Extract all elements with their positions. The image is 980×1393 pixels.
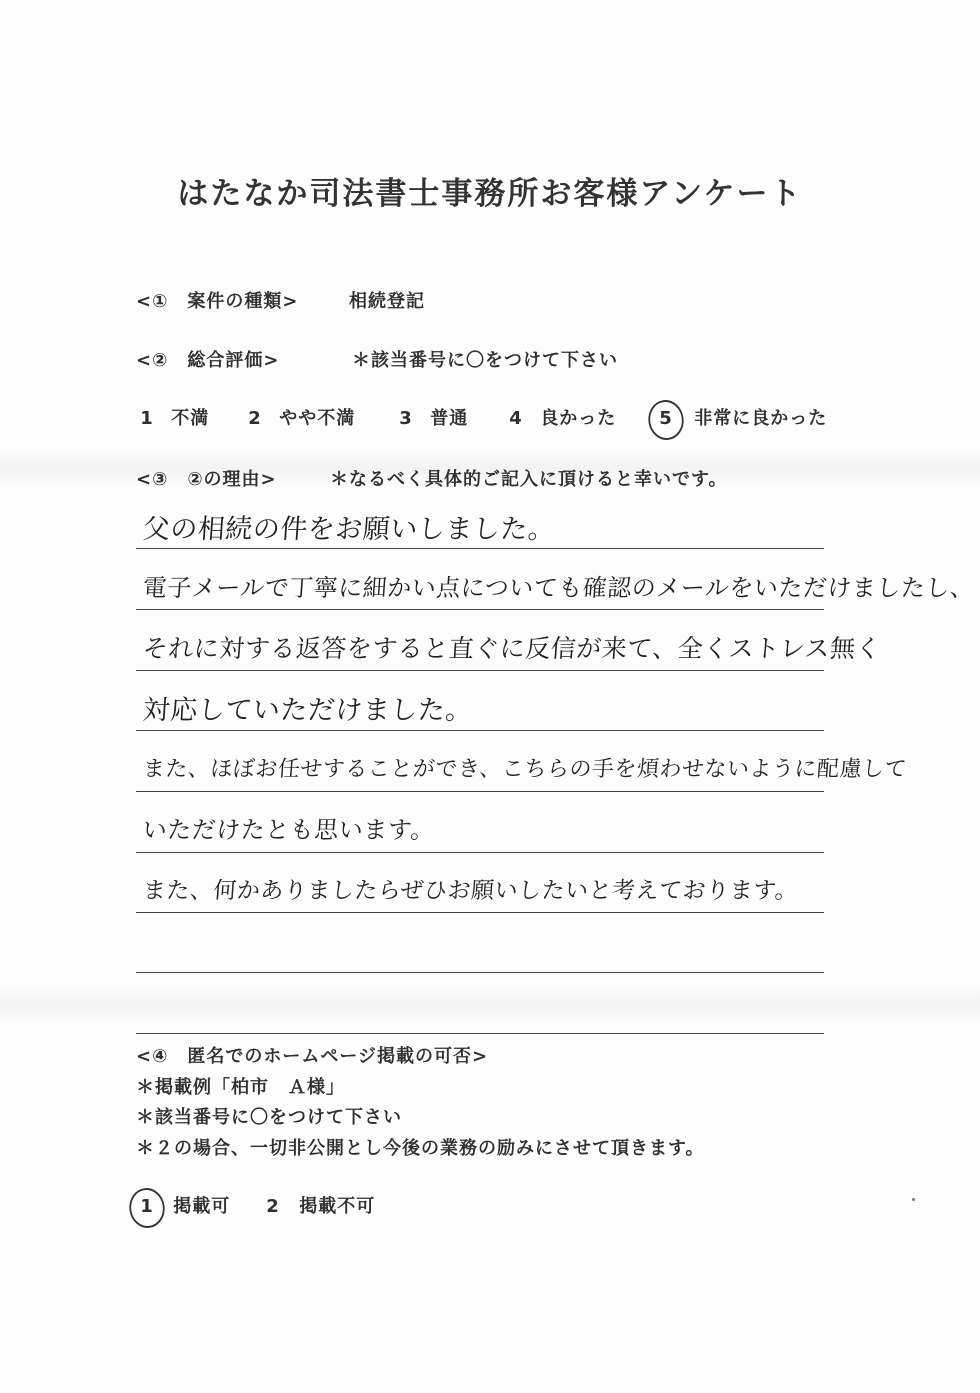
rating-label: やや不満 — [279, 408, 356, 429]
handwritten-answer-line: また、何かありましたらぜひお願いしたいと考えております。 — [141, 878, 800, 904]
rating-number-circled: 5 — [655, 408, 677, 429]
rating-number: 2 — [248, 408, 262, 429]
q4-note-privacy: ＊２の場合、一切非公開とし今後の業務の励みにさせて頂きます。 — [136, 1138, 705, 1159]
answer-rule — [136, 1033, 824, 1034]
answer-rule — [136, 730, 824, 731]
q3-label: <③ ②の理由> — [136, 469, 277, 490]
answer-rule — [136, 609, 824, 610]
q2-label: <② 総合評価> — [136, 350, 280, 371]
handwritten-answer-line: それに対する返答をすると直ぐに反信が来て、全くストレス無く — [141, 634, 883, 663]
q1-label: <① 案件の種類> — [136, 291, 299, 312]
q4-note-instruction: ＊該当番号に〇をつけて下さい — [136, 1107, 402, 1128]
publish-option-selected[interactable] — [136, 1192, 230, 1218]
rating-number: 4 — [509, 408, 523, 429]
q1-value: 相続登記 — [349, 291, 425, 312]
rating-option[interactable] — [395, 404, 468, 430]
rating-label: 非常に良かった — [694, 408, 828, 429]
publish-number-circled: 1 — [136, 1196, 158, 1217]
answer-rule — [136, 548, 824, 549]
q4-label: <④ 匿名でのホームページ掲載の可否> — [136, 1046, 489, 1067]
q3-note: ＊なるべく具体的ご記入に頂けると幸いです。 — [330, 469, 728, 490]
rating-option[interactable] — [136, 404, 209, 430]
answer-rule — [136, 912, 824, 913]
handwritten-answer-line: 電子メールで丁寧に細かい点についても確認のメールをいただけましたし、 — [141, 574, 976, 602]
handwritten-answer-line: また、ほぼお任せすることができ、こちらの手を煩わせないように配慮して — [141, 757, 908, 782]
handwritten-answer-line: 対応していただけました。 — [141, 695, 474, 726]
handwritten-answer-line: いただけたとも思います。 — [141, 816, 436, 844]
q2-note: ＊該当番号に〇をつけて下さい — [352, 350, 618, 371]
survey-title: はたなか司法書士事務所お客様アンケート — [177, 176, 803, 212]
rating-option[interactable] — [505, 404, 616, 430]
answer-rule — [136, 852, 824, 853]
rating-option-selected[interactable] — [655, 404, 827, 430]
answer-rule — [136, 972, 824, 973]
handwritten-answer-line: 父の相続の件をお願いしました。 — [141, 514, 557, 545]
publish-number: 2 — [266, 1196, 280, 1217]
rating-label: 良かった — [540, 408, 617, 429]
rating-number: 3 — [399, 408, 413, 429]
publish-label: 掲載可 — [173, 1196, 231, 1217]
rating-number: 1 — [140, 408, 154, 429]
publish-label: 掲載不可 — [299, 1196, 376, 1217]
answer-rule — [136, 791, 824, 792]
rating-option[interactable] — [244, 404, 355, 430]
publish-option[interactable] — [262, 1192, 375, 1218]
q4-note-example: ＊掲載例「柏市 Ａ様」 — [136, 1077, 345, 1098]
scan-fold-shading — [0, 985, 980, 1025]
scan-speck — [912, 1198, 915, 1201]
answer-rule — [136, 670, 824, 671]
rating-label: 不満 — [171, 408, 210, 429]
rating-label: 普通 — [430, 408, 469, 429]
